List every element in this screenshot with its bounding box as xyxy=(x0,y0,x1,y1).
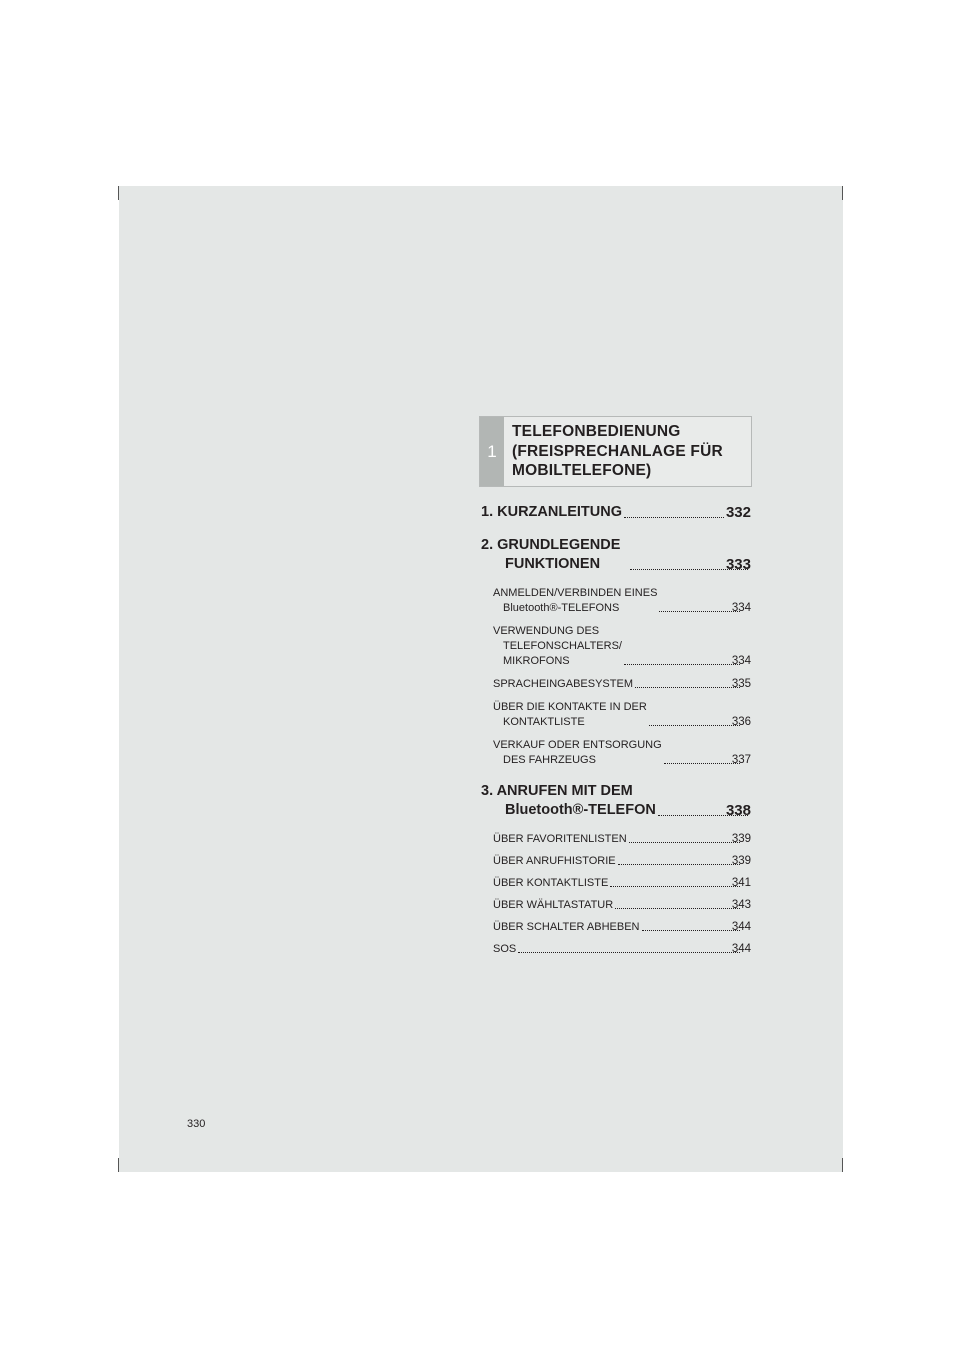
toc-entry-label: ÜBER KONTAKTLISTE xyxy=(493,877,609,889)
toc-entry-label: 1. KURZANLEITUNG xyxy=(481,504,622,520)
toc-entry-sos[interactable] xyxy=(481,942,751,957)
section-title xyxy=(504,417,723,486)
toc-entry-verkauf-entsorgung[interactable] xyxy=(481,738,751,768)
toc-leader-dots xyxy=(615,908,740,909)
toc-leader-dots xyxy=(649,725,740,726)
toc-entry-page: 337 xyxy=(731,754,751,766)
toc-entry-anrufen-bluetooth-telefon[interactable] xyxy=(481,782,751,820)
toc-entry-label: SPRACHEINGABESYSTEM xyxy=(493,678,633,690)
toc-entry-grundlegende-funktionen[interactable] xyxy=(481,536,751,574)
toc-entry-label: VERWENDUNG DES TELEFONSCHALTERS/ MIKROFONS xyxy=(493,625,622,667)
toc-leader-dots xyxy=(664,763,740,764)
toc-leader-dots xyxy=(624,664,740,665)
toc-entry-page: 344 xyxy=(731,943,751,955)
toc-entry-page: 341 xyxy=(731,877,751,889)
toc-entry-page: 335 xyxy=(731,678,751,690)
toc-leader-dots xyxy=(624,517,724,518)
toc-entry-kurzanleitung[interactable] xyxy=(481,503,751,522)
toc-entry-label: VERKAUF ODER ENTSORGUNG DES FAHRZEUGS xyxy=(493,739,662,766)
crop-mark-top-right xyxy=(842,186,843,200)
section-title-text: TELEFONBEDIENUNG (FREISPRECHANLAGE FÜR MOBILTELEFONE) xyxy=(512,423,723,479)
toc-entry-page: 338 xyxy=(725,802,751,819)
toc-entry-favoritenlisten[interactable] xyxy=(481,832,751,847)
toc-entry-anmelden-verbinden[interactable] xyxy=(481,586,751,616)
toc-leader-dots xyxy=(642,930,740,931)
toc-entry-page: 334 xyxy=(731,655,751,667)
toc-entry-label: ÜBER WÄHLTASTATUR xyxy=(493,899,614,911)
section-header xyxy=(479,416,752,487)
toc-leader-dots xyxy=(618,864,740,865)
toc-entry-anrufhistorie[interactable] xyxy=(481,854,751,869)
crop-mark-bottom-left xyxy=(118,1158,119,1172)
toc-entry-page: 343 xyxy=(731,899,751,911)
toc-entry-schalter-abheben[interactable] xyxy=(481,920,751,935)
page-number: 330 xyxy=(187,1118,206,1130)
toc-entry-page: 344 xyxy=(731,921,751,933)
toc-entry-label: ÜBER ANRUFHISTORIE xyxy=(493,855,616,867)
toc-entry-spracheingabesystem[interactable] xyxy=(481,677,751,692)
table-of-contents xyxy=(481,503,751,957)
toc-entry-label: ÜBER FAVORITENLISTEN xyxy=(493,833,627,845)
toc-entry-waehltastatur[interactable] xyxy=(481,898,751,913)
toc-leader-dots xyxy=(659,611,739,612)
toc-entry-page: 339 xyxy=(731,855,751,867)
toc-entry-kontaktliste[interactable] xyxy=(481,876,751,891)
crop-mark-top-left xyxy=(118,186,119,200)
toc-entry-telefonschalter-mikrofons[interactable] xyxy=(481,624,751,669)
toc-leader-dots xyxy=(635,687,740,688)
toc-entry-label: 2. GRUNDLEGENDE FUNKTIONEN xyxy=(481,537,621,572)
toc-entry-label: SOS xyxy=(493,943,517,955)
toc-entry-kontakte-kontaktliste[interactable] xyxy=(481,700,751,730)
toc-leader-dots xyxy=(518,952,740,953)
toc-entry-label: 3. ANRUFEN MIT DEM Bluetooth®-TELEFON xyxy=(481,783,656,818)
toc-leader-dots xyxy=(629,842,740,843)
toc-entry-page: 332 xyxy=(725,504,751,521)
toc-entry-label: ÜBER DIE KONTAKTE IN DER KONTAKTLISTE xyxy=(493,701,647,728)
crop-mark-bottom-right xyxy=(842,1158,843,1172)
toc-entry-page: 339 xyxy=(731,833,751,845)
toc-leader-dots xyxy=(610,886,739,887)
section-number: 1 xyxy=(480,417,504,486)
toc-entry-page: 334 xyxy=(731,602,751,614)
toc-entry-label: ÜBER SCHALTER ABHEBEN xyxy=(493,921,640,933)
toc-entry-page: 336 xyxy=(731,716,751,728)
toc-entry-page: 333 xyxy=(725,556,751,573)
toc-entry-label: ANMELDEN/VERBINDEN EINES Bluetooth®-TELEFONS xyxy=(493,587,658,614)
